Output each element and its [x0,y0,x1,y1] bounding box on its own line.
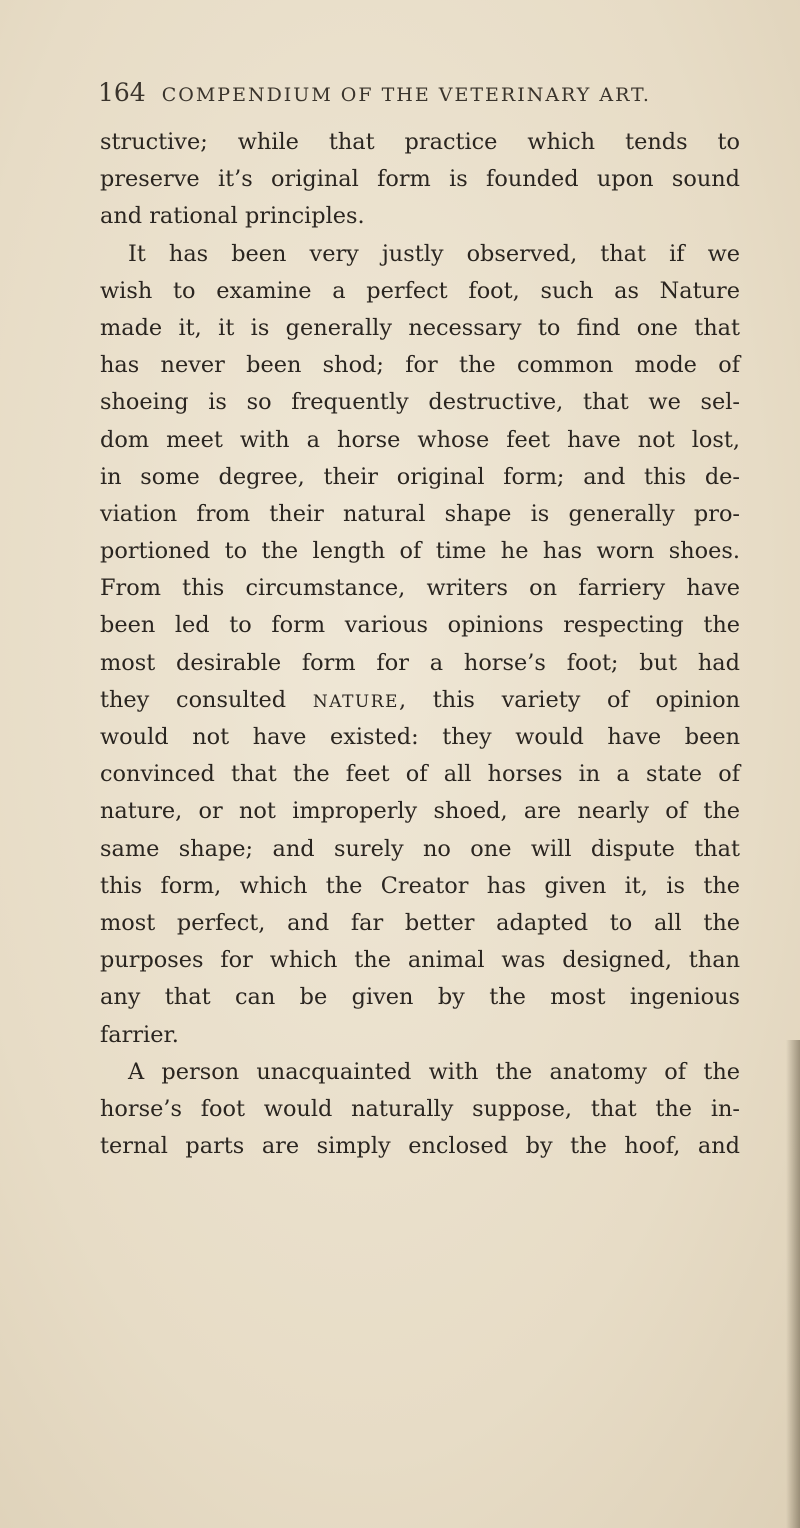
text-line: any that can be given by the most ingenious [100,984,740,1011]
text-line: shoeing is so frequently destructive, that we sel- [100,389,740,416]
text-line: It has been very justly observed, that if we [128,240,740,267]
text-line: would not have existed: they would have been [100,724,740,750]
text-line: structive; while that practice which tends to [100,129,740,155]
text-line: viation from their natural shape is generally pro- [100,500,740,527]
text-line: purposes for which the animal was designed, than [100,947,740,974]
text-line: most desirable form for a horse’s foot; but had [100,649,740,676]
text-line: wish to examine a perfect foot, such as Nature [100,277,740,304]
text-line: in some degree, their original form; and this de- [100,463,740,490]
smallcaps-word: NATURE [312,691,399,712]
text-line: convinced that the feet of all horses in a state of [100,761,740,788]
running-head [98,78,738,114]
body-text [100,124,740,1165]
text-line-with-smallcaps [100,682,740,719]
text-line: been led to form various opinions respecting the [100,612,740,639]
text-line: From this circumstance, writers on farriery have [100,575,740,602]
text-line: nature, or not improperly shoed, are nearly of the [100,798,740,825]
text-line: dom meet with a horse whose feet have not lost, [100,426,740,453]
text-line: made it, it is generally necessary to find one that [100,314,740,341]
text-segment: they consulted [100,686,287,713]
text-line: portioned to the length of time he has worn shoes. [100,538,740,565]
text-line: has never been shod; for the common mode of [100,352,740,379]
text-line: horse’s foot would naturally suppose, that the in- [100,1095,740,1122]
text-line: most perfect, and far better adapted to all the [100,909,740,936]
text-line: ternal parts are simply enclosed by the hoof, and [100,1133,740,1160]
text-line: same shape; and surely no one will dispute that [100,835,740,862]
text-line: preserve it’s original form is founded upon sound [100,166,740,193]
text-line: A person unacquainted with the anatomy of the [128,1058,740,1085]
text-line: farrier. [100,1021,179,1048]
page-edge-shadow [786,1040,800,1528]
page-number: 164 [98,78,146,107]
text-line: and rational principles. [100,203,365,230]
text-line: this form, which the Creator has given it, is the [100,872,740,899]
running-title: COMPENDIUM OF THE VETERINARY ART. [161,84,651,106]
text-segment: , this variety of opinion [398,686,740,713]
